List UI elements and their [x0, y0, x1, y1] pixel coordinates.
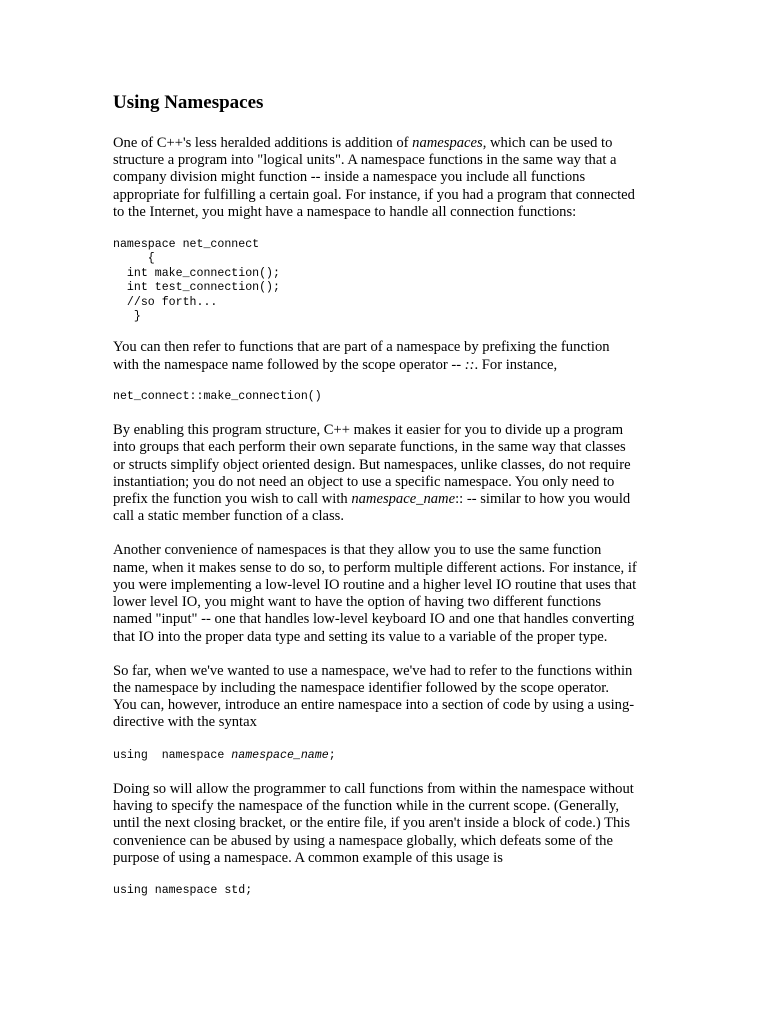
- text-line: until the next closing bracket, or the entire file, if you aren't inside a block of code.) This: [113, 815, 631, 832]
- code-block-using-std: [113, 884, 658, 898]
- code-block-namespace-declaration: [113, 238, 658, 324]
- text-line: company division might function -- inside a namespace you include all functions: [113, 169, 586, 186]
- code-block-using-directive: [113, 749, 658, 763]
- emphasis-namespace-name: namespace_name: [351, 491, 456, 508]
- text-line: appropriate for fulfilling a certain goal. For instance, if you had a program that connected: [113, 186, 635, 203]
- text-line: lower level IO, you might want to have the option of having two different functions: [113, 594, 602, 611]
- text-line: that IO into the proper data type and setting its value to a variable of the proper type.: [113, 628, 608, 645]
- code-line: int test_connection();: [113, 281, 280, 295]
- text-line: named "input" -- one that handles low-level keyboard IO and one that handles converting: [113, 611, 635, 628]
- text-line: name, when it makes sense to do so, to perform multiple different actions. For instance, if: [113, 559, 637, 576]
- text-line: instantiation; you do not need an object to use a specific namespace. You only need to: [113, 473, 615, 490]
- global-usage-paragraph: [113, 781, 658, 867]
- emphasis-namespace-name-code: namespace_name: [231, 748, 329, 762]
- code-line: }: [113, 310, 141, 324]
- text-line: convenience can be abused by using a namespace globally, which defeats some of the: [113, 832, 613, 849]
- code-line: net_connect::make_connection(): [113, 389, 322, 403]
- intro-paragraph: [113, 135, 658, 221]
- using-directive-paragraph: [113, 663, 658, 732]
- page-title: Using Namespaces: [113, 92, 264, 113]
- code-line: //so forth...: [113, 295, 218, 309]
- text-line: Another convenience of namespaces is that they allow you to use the same function: [113, 542, 602, 559]
- text-line: You can, however, introduce an entire namespace into a section of code by using a using-: [113, 697, 635, 714]
- text-line: call a static member function of a class.: [113, 508, 344, 525]
- document-page: [113, 92, 658, 898]
- text-line: So far, when we've wanted to use a namespace, we've had to refer to the functions within: [113, 662, 633, 679]
- text-line: Doing so will allow the programmer to call functions from within the namespace without: [113, 780, 634, 797]
- emphasis-scope-operator: ::: [464, 356, 475, 373]
- text-line: By enabling this program structure, C++ makes it easier for you to divide up a program: [113, 422, 624, 439]
- text-line: with the namespace name followed by the scope operator -- ::. For instance,: [113, 356, 558, 373]
- code-line: namespace net_connect: [113, 238, 260, 252]
- text-line: into groups that each perform their own separate functions, in the same way that classes: [113, 439, 626, 456]
- code-line: using namespace std;: [113, 883, 253, 897]
- text-line: to the Internet, you might have a namespace to handle all connection functions:: [113, 203, 577, 220]
- text-line: the namespace by including the namespace identifier followed by the scope operator.: [113, 679, 610, 696]
- emphasis-namespaces: namespaces: [412, 135, 483, 151]
- text-line: structure a program into "logical units". A namespace functions in the same way that a: [113, 152, 617, 169]
- code-line: {: [113, 252, 155, 266]
- code-block-qualified-call: [113, 390, 658, 404]
- text-line: You can then refer to functions that are part of a namespace by prefixing the function: [113, 339, 610, 356]
- text-line: directive with the syntax: [113, 714, 257, 731]
- text-line: or structs simplify object oriented design. But namespaces, unlike classes, do not require: [113, 456, 631, 473]
- text-line: you were implementing a low-level IO routine and a higher level IO routine that uses that: [113, 576, 637, 593]
- text-line: prefix the function you wish to call with namespace_name:: -- similar to how you would: [113, 491, 631, 508]
- function-name-reuse-paragraph: [113, 542, 658, 645]
- text-line: One of C++'s less heralded additions is addition of namespaces, which can be used to: [113, 135, 613, 151]
- text-line: purpose of using a namespace. A common example of this usage is: [113, 849, 503, 866]
- code-line: using namespace namespace_name;: [113, 748, 336, 762]
- text-line: having to specify the namespace of the function while in the current scope. (Generally,: [113, 798, 619, 815]
- code-line: int make_connection();: [113, 266, 280, 280]
- program-structure-paragraph: [113, 422, 658, 525]
- scope-operator-paragraph: [113, 339, 658, 373]
